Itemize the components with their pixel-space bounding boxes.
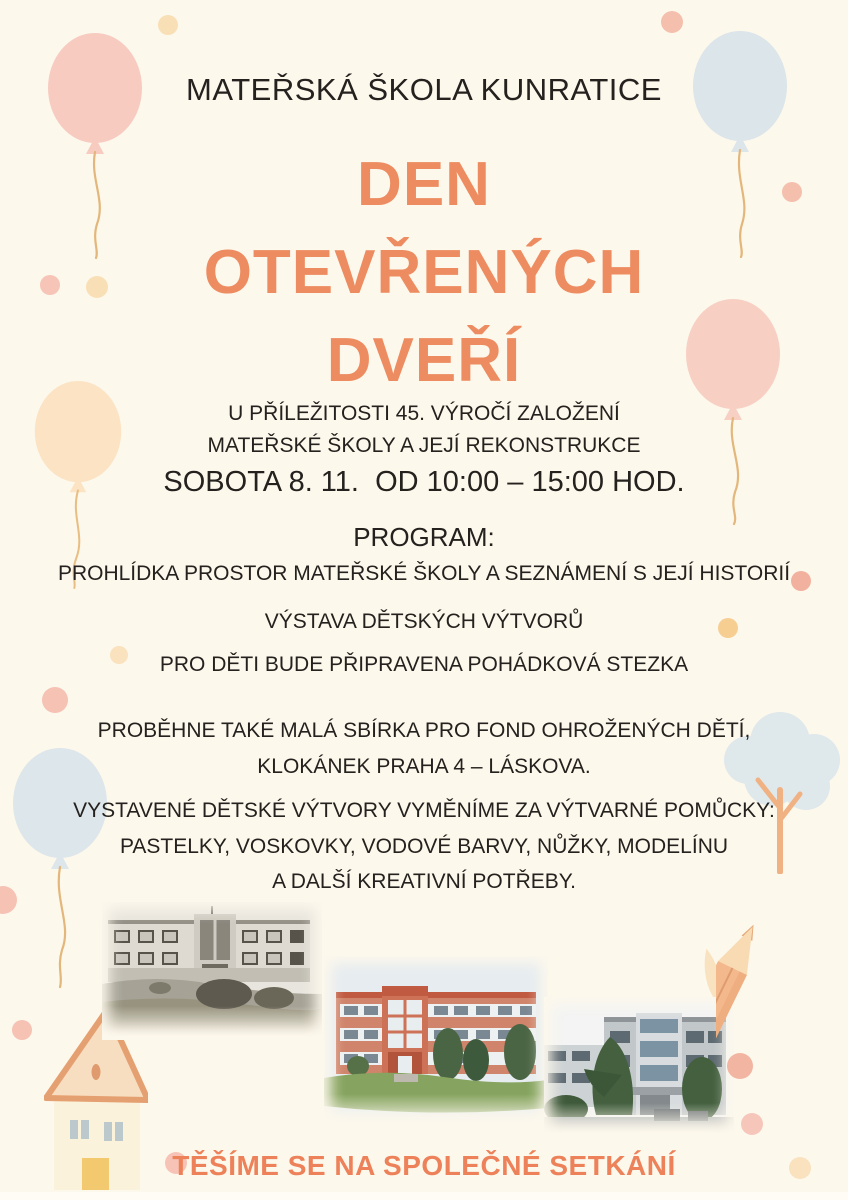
charity-note-line: KLOKÁNEK PRAHA 4 – LÁSKOVA. xyxy=(257,755,591,778)
confetti-dot xyxy=(727,1053,753,1079)
blue-balloon-icon xyxy=(10,745,110,990)
exchange-note-line: VYSTAVENÉ DĚTSKÉ VÝTVORY VYMĚNÍME ZA VÝTVARNÉ POMŮCKY: xyxy=(73,799,775,822)
pencil-icon xyxy=(716,920,846,1130)
school-red-facade-photo xyxy=(324,956,548,1128)
confetti-dot xyxy=(661,11,683,33)
exchange-note-line: PASTELKY, VOSKOVKY, VODOVÉ BARVY, NŮŽKY, MODELÍNU xyxy=(119,835,729,858)
charity-note-line: PROBĚHNE TAKÉ MALÁ SBÍRKA PRO FOND OHROŽENÝCH DĚTÍ, xyxy=(97,719,751,742)
event-date-time: SOBOTA 8. 11. OD 10:00 – 15:00 HOD. xyxy=(163,466,685,498)
confetti-dot xyxy=(42,687,68,713)
poster-title xyxy=(0,141,848,405)
poster-title-line: OTEVŘENÝCH xyxy=(203,238,645,307)
old-school-bw-photo xyxy=(102,902,322,1040)
poster-title-line: DVEŘÍ xyxy=(326,326,522,395)
occasion-line: U PŘÍLEŽITOSTI 45. VÝROČÍ ZALOŽENÍ xyxy=(228,402,620,425)
school-name: MATEŘSKÁ ŠKOLA KUNRATICE xyxy=(186,72,662,107)
page-bottom-edge xyxy=(0,1192,848,1200)
program-item: PROHLÍDKA PROSTOR MATEŘSKÉ ŠKOLY A SEZNÁMENÍ S JEJÍ HISTORIÍ xyxy=(57,562,791,585)
confetti-dot xyxy=(12,1020,32,1040)
confetti-dot xyxy=(158,15,178,35)
photo-fade xyxy=(324,1094,548,1128)
exchange-note-line: A DALŠÍ KREATIVNÍ POTŘEBY. xyxy=(272,870,576,893)
poster-title-line: DEN xyxy=(357,150,491,219)
photo-fade xyxy=(102,1006,322,1040)
program-item: VÝSTAVA DĚTSKÝCH VÝTVORŮ xyxy=(264,610,584,633)
program-item: PRO DĚTI BUDE PŘIPRAVENA POHÁDKOVÁ STEZKA xyxy=(159,653,689,676)
school-renovated-photo xyxy=(544,997,734,1137)
program-heading: PROGRAM: xyxy=(353,522,495,552)
closing-message: TĚŠÍME SE NA SPOLEČNÉ SETKÁNÍ xyxy=(172,1150,676,1181)
photo-fade xyxy=(544,1103,734,1137)
occasion-line: MATEŘSKÉ ŠKOLY A JEJÍ REKONSTRUKCE xyxy=(207,434,641,457)
confetti-dot xyxy=(741,1113,763,1135)
